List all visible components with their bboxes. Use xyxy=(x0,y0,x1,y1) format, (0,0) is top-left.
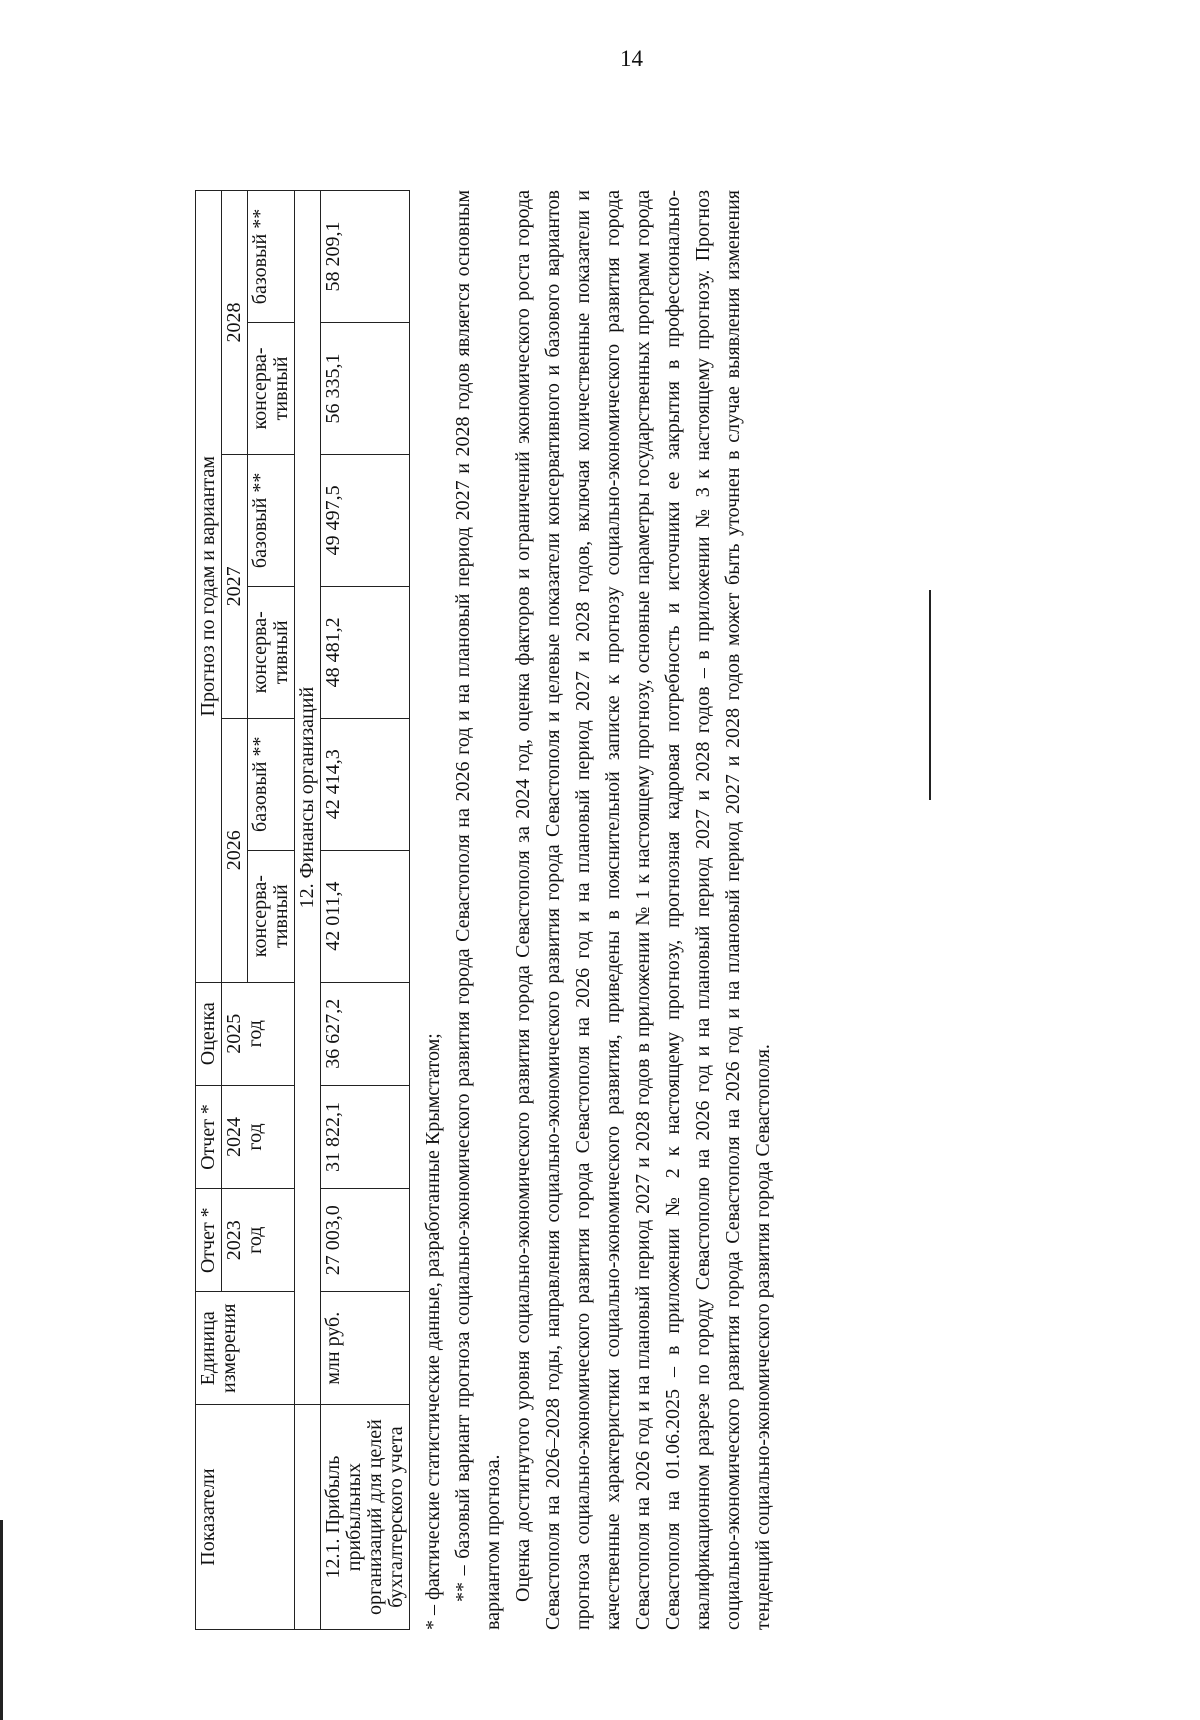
header-2025-year: 2025 год xyxy=(222,982,295,1085)
header-year-2027: 2027 xyxy=(222,454,248,718)
cell-2023: 27 003,0 xyxy=(321,1189,410,1292)
body-paragraph: Оценка достигнутого уровня социально-экономического развития города Севастополя за 2024 год, оценка факторов и ограничений экономического роста города Севастополя на 2026–2028 годы, направления социально-экономического развития города Севастополя и целевые показатели консервативного и базового вариантов прогноза социально-экономического развития города Севастополя на 2026 год и на плановый период 2027 и 2028 годов, включая количественные показатели и качественные характеристики социально-экономического развития, приведены в пояснительной записке к прогнозу социально-экономического развития города Севастополя на 2026 год и на плановый период 2027 и 2028 годов в приложении № 1 к настоящему прогнозу, основные параметры государственных программ города Севастополя на 01.06.2025 – в приложении № 2 к настоящему прогнозу, прогнозная кадровая потребность и источники ее закрытия в профессионально-квалификационном разрезе по городу Севастополю на 2026 год и на плановый период 2027 и 2028 годов – в приложении № 3 к настоящему прогнозу. Прогноз социально-экономического развития города Севастополя на 2026 год и на плановый период 2027 и 2028 годов может быть уточнен в случае выявления изменения тенденций социально-экономического развития города Севастополя. xyxy=(512,190,774,1630)
cell-2026-conservative: 42 011,4 xyxy=(321,850,410,982)
cell-2028-base: 58 209,1 xyxy=(321,191,410,323)
header-indicators: Показатели xyxy=(196,1405,295,1630)
header-year-2028: 2028 xyxy=(222,191,248,455)
header-forecast-group: Прогноз по годам и вариантам xyxy=(196,191,222,983)
header-report-2023-label: Отчет * xyxy=(196,1189,222,1292)
cell-2026-base: 42 414,3 xyxy=(321,718,410,850)
header-2027-conservative: консерва-тивный xyxy=(248,586,295,718)
forecast-table xyxy=(195,190,410,1630)
cell-2027-conservative: 48 481,2 xyxy=(321,586,410,718)
header-report-2024-label: Отчет * xyxy=(196,1085,222,1188)
section-title: 12. Финансы организаций xyxy=(295,191,321,1405)
header-unit: Единица измерения xyxy=(196,1292,295,1405)
header-2028-conservative: консерва-тивный xyxy=(248,323,295,455)
header-2024-year: 2024 год xyxy=(222,1085,295,1188)
rotated-page-content xyxy=(195,190,935,1630)
header-2028-base: базовый ** xyxy=(248,191,295,323)
page-number: 14 xyxy=(620,46,643,71)
footnote-star: * – фактические статистические данные, разработанные Крымстатом; xyxy=(422,1033,444,1630)
section-row xyxy=(295,191,321,1630)
header-2027-base: базовый ** xyxy=(248,454,295,586)
row-unit: млн руб. xyxy=(321,1292,410,1405)
table-row xyxy=(321,191,410,1630)
cell-2027-base: 49 497,5 xyxy=(321,454,410,586)
header-2026-base: базовый ** xyxy=(248,718,295,850)
footnotes xyxy=(418,190,778,1630)
header-estimate-2025-label: Оценка xyxy=(196,982,222,1085)
cell-2025: 36 627,2 xyxy=(321,982,410,1085)
footnote-double-star: ** – базовый вариант прогноза социально-экономического развития города Севастополя на 2026 год и на плановый период 2027 и 2028 годов является основным вариантом прогноза. xyxy=(452,190,504,1630)
header-year-2026: 2026 xyxy=(222,718,248,982)
header-2026-conservative: консерва-тивный xyxy=(248,850,295,982)
section-spacer xyxy=(295,1405,321,1630)
cell-2024: 31 822,1 xyxy=(321,1085,410,1188)
header-row-1 xyxy=(196,191,222,1630)
section-divider xyxy=(929,590,931,800)
header-2023-year: 2023 год xyxy=(222,1189,295,1292)
cell-2028-conservative: 56 335,1 xyxy=(321,323,410,455)
row-indicator: 12.1. Прибыль прибыльных организаций для целей бухгалтерского учета xyxy=(321,1405,410,1630)
scan-edge-mark xyxy=(0,1520,3,1720)
